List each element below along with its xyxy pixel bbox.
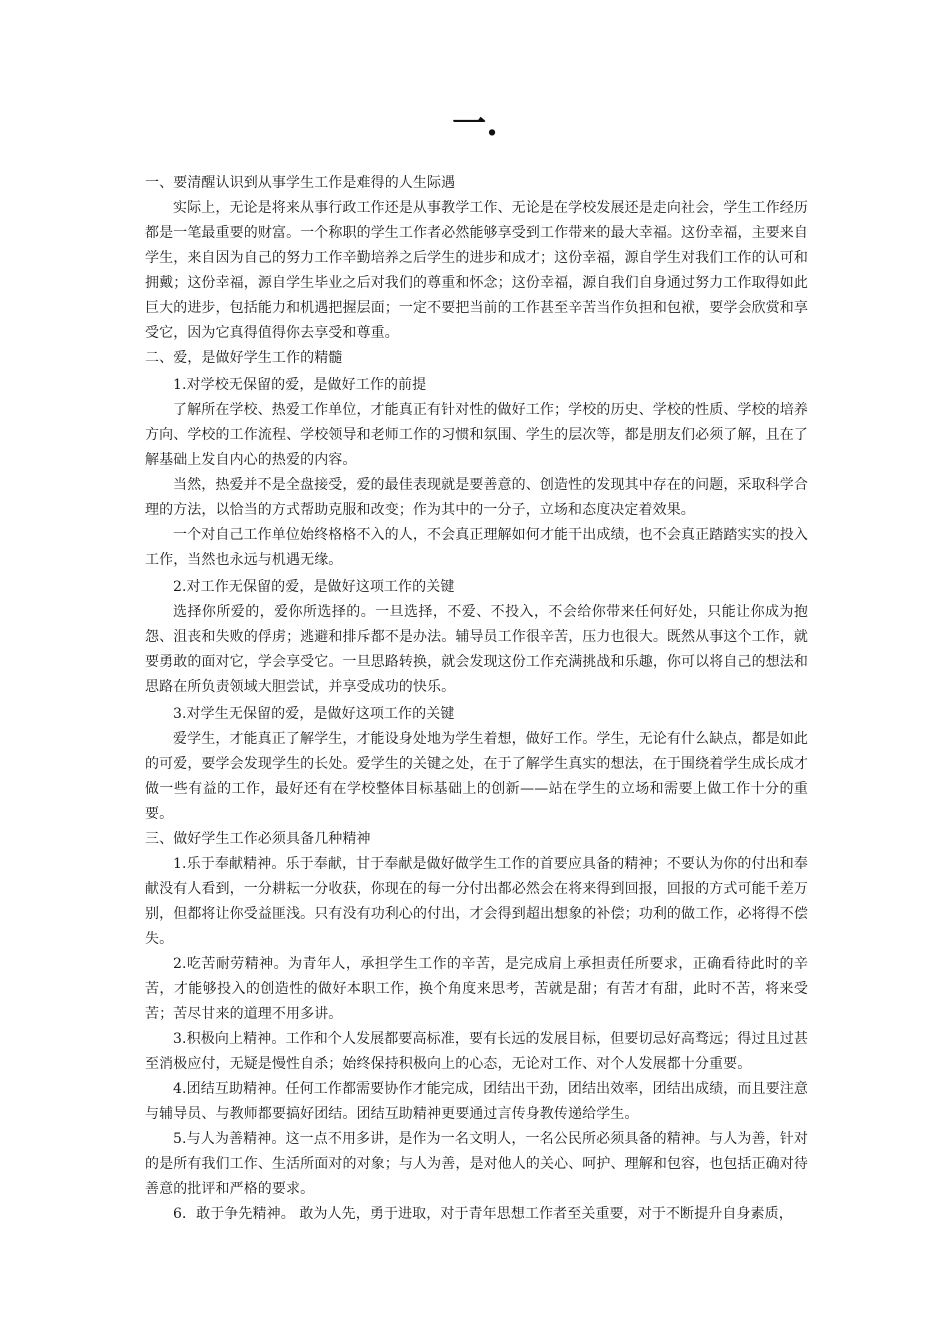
section-heading: 一、要清醒认识到从事学生工作是难得的人生际遇 [145, 175, 456, 191]
body-paragraph: 6．敢于争先精神。 敢为人先，勇于进取，对于青年思想工作者至关重要，对于不断提升自身素质， [173, 1206, 793, 1222]
subsection-heading: 3.对学生无保留的爱，是做好这项工作的关键 [173, 706, 455, 722]
body-paragraph: 了解所在学校、热爱工作单位，才能真正有针对性的做好工作；学校的历史、学校的性质、学校的培养方向、学校的工作流程、学校领导和老师工作的习惯和氛围、学生的层次等，都是朋友们必须了解，且在了解基础上发自内心的热爱的内容。 [145, 402, 808, 468]
body-paragraph: 1.乐于奉献精神。乐于奉献，甘于奉献是做好做学生工作的首要应具备的精神；不要认为你的付出和奉献没有人看到，一分耕耘一分收获，你现在的每一分付出都必然会在将来得到回报，回报的方式可能千差万别，但都将让你受益匪浅。只有没有功利心的付出，才会得到超出想象的补偿；功利的做工作，必将得不偿失。 [145, 856, 808, 947]
body-paragraph: 4.团结互助精神。任何工作都需要协作才能完成，团结出干劲，团结出效率，团结出成绩，而且要注意与辅导员、与教师都要搞好团结。团结互助精神更要通过言传身教传递给学生。 [145, 1081, 808, 1122]
section-heading: 二、爱，是做好学生工作的精髓 [145, 350, 343, 366]
body-paragraph: 5.与人为善精神。这一点不用多讲，是作为一名文明人，一名公民所必须具备的精神。与人为善，针对的是所有我们工作、生活所面对的对象；与人为善，是对他人的关心、呵护、理解和包容，也包括正确对待善意的批评和严格的要求。 [145, 1131, 808, 1197]
body-paragraph: 2.吃苦耐劳精神。为青年人，承担学生工作的辛苦，是完成肩上承担责任所要求，正确看待此时的辛苦，才能够投入的创造性的做好本职工作，换个角度来思考，苦就是甜；有苦才有甜，此时不苦，将来受苦；苦尽甘来的道理不用多讲。 [145, 956, 808, 1022]
body-paragraph: 一个对自己工作单位始终格格不入的人，不会真正理解如何才能干出成绩，也不会真正踏踏实实的投入工作，当然也永远与机遇无缘。 [145, 527, 808, 568]
page-title: 一. [452, 104, 498, 144]
section-heading: 三、做好学生工作必须具备几种精神 [145, 831, 371, 847]
document-body [145, 171, 808, 1227]
body-paragraph: 当然，热爱并不是全盘接受，爱的最佳表现就是要善意的、创造性的发现其中存在的问题，采取科学合理的方法，以恰当的方式帮助克服和改变；作为其中的一分子，立场和态度决定着效果。 [145, 477, 808, 518]
body-paragraph: 爱学生，才能真正了解学生，才能设身处地为学生着想，做好工作。学生，无论有什么缺点，都是如此的可爱，要学会发现学生的长处。爱学生的关键之处，在于了解学生真实的想法，在于围绕着学生成长成才做一些有益的工作，最好还有在学校整体目标基础上的创新——站在学生的立场和需要上做工作十分的重要。 [145, 731, 808, 822]
body-paragraph: 3.积极向上精神。工作和个人发展都要高标准，要有长远的发展目标，但要切忌好高骛远；得过且过甚至消极应付，无疑是慢性自杀；始终保持积极向上的心态，无论对工作、对个人发展都十分重要。 [145, 1031, 808, 1072]
subsection-heading: 1.对学校无保留的爱，是做好工作的前提 [173, 377, 427, 393]
subsection-heading: 2.对工作无保留的爱，是做好这项工作的关键 [173, 579, 455, 595]
body-paragraph: 实际上，无论是将来从事行政工作还是从事教学工作、无论是在学校发展还是走向社会，学生工作经历都是一笔最重要的财富。一个称职的学生工作者必然能够享受到工作带来的最大幸福。这份幸福，主要来自学生，来自因为自己的努力工作辛勤培养之后学生的进步和成才；这份幸福，源自学生对我们工作的认可和拥戴；这份幸福，源自学生毕业之后对我们的尊重和怀念；这份幸福，源自我们自身通过努力工作取得如此巨大的进步，包括能力和机遇把握层面；一定不要把当前的工作甚至辛苦当作负担和包袱，要学会欣赏和享受它，因为它真得值得你去享受和尊重。 [145, 200, 808, 341]
body-paragraph: 选择你所爱的，爱你所选择的。一旦选择，不爱、不投入，不会给你带来任何好处，只能让你成为抱怨、沮丧和失败的俘虏；逃避和排斥都不是办法。辅导员工作很辛苦，压力也很大。既然从事这个工作，就要勇敢的面对它，学会享受它。一旦思路转换，就会发现这份工作充满挑战和乐趣，你可以将自己的想法和思路在所负责领域大胆尝试，并享受成功的快乐。 [145, 604, 808, 695]
